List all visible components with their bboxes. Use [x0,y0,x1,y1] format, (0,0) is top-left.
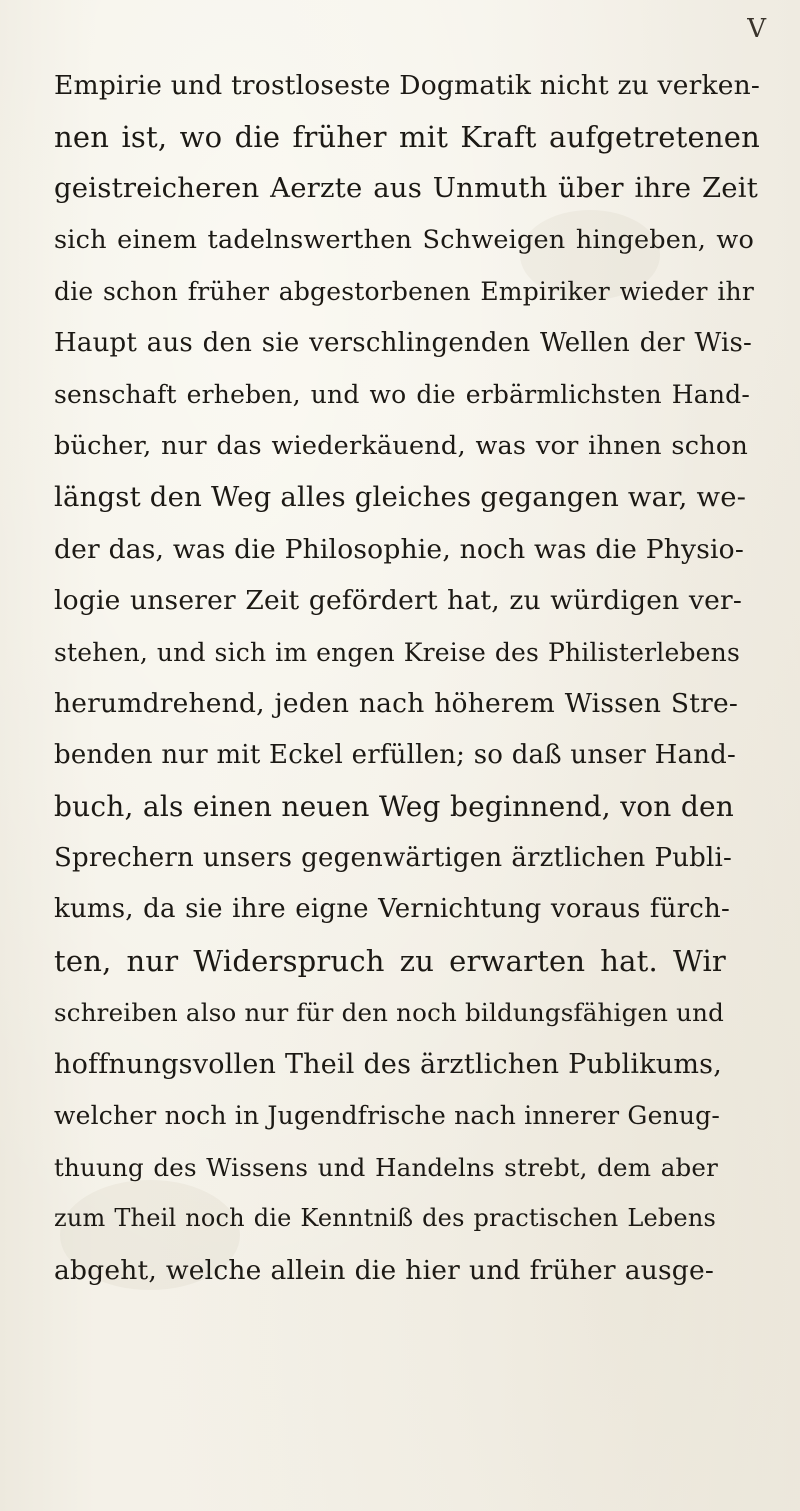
text-line: abgeht, welche allein die hier und früher ausge- [54,1254,714,1286]
text-line: Haupt aus den sie verschlingenden Wellen der Wis- [54,327,752,358]
text-line: nen ist, wo die früher mit Kraft aufgetretenen [54,119,760,154]
page-number: V [747,14,766,44]
text-line: logie unserer Zeit gefördert hat, zu würdigen ver- [54,585,742,616]
text-line: die schon früher abgestorbenen Empiriker wieder ihr [54,277,754,306]
body-text [0,60,800,1296]
text-line: Empirie und trostloseste Dogmatik nicht zu verken- [54,70,761,101]
text-line: der das, was die Philosophie, noch was die Physio- [54,533,744,565]
text-line: ten, nur Widerspruch zu erwarten hat. Wir [54,943,726,978]
text-line: hoffnungsvollen Theil des ärztlichen Publikums, [54,1048,722,1080]
text-line: benden nur mit Eckel erfüllen; so daß unser Hand- [54,739,736,770]
text-line: zum Theil noch die Kenntniß des practischen Lebens [54,1204,716,1232]
text-line: schreiben also nur für den noch bildungsfähigen und [54,998,724,1027]
text-line: bücher, nur das wiederkäuend, was vor ihnen schon [54,430,748,461]
text-line: herumdrehend, jeden nach höherem Wissen Stre- [54,688,738,719]
text-line: geistreicheren Aerzte aus Unmuth über ihre Zeit [54,172,758,204]
text-line: thuung des Wissens und Handelns strebt, dem aber [54,1152,718,1182]
text-line: sich einem tadelnswerthen Schweigen hingeben, wo [54,224,754,255]
text-line: welcher noch in Jugendfrische nach innerer Genug- [54,1101,721,1130]
text-line: senschaft erheben, und wo die erbärmlichsten Hand- [54,380,750,409]
text-line: längst den Weg alles gleiches gegangen war, we- [54,481,747,513]
text-line: Sprechern unsers gegenwärtigen ärztlichen Publi- [54,842,732,873]
text-line: stehen, und sich im engen Kreise des Philisterlebens [54,637,740,667]
text-line: kums, da sie ihre eigne Vernichtung voraus fürch- [54,894,730,924]
text-line: buch, als einen neuen Weg beginnend, von den [54,790,734,823]
